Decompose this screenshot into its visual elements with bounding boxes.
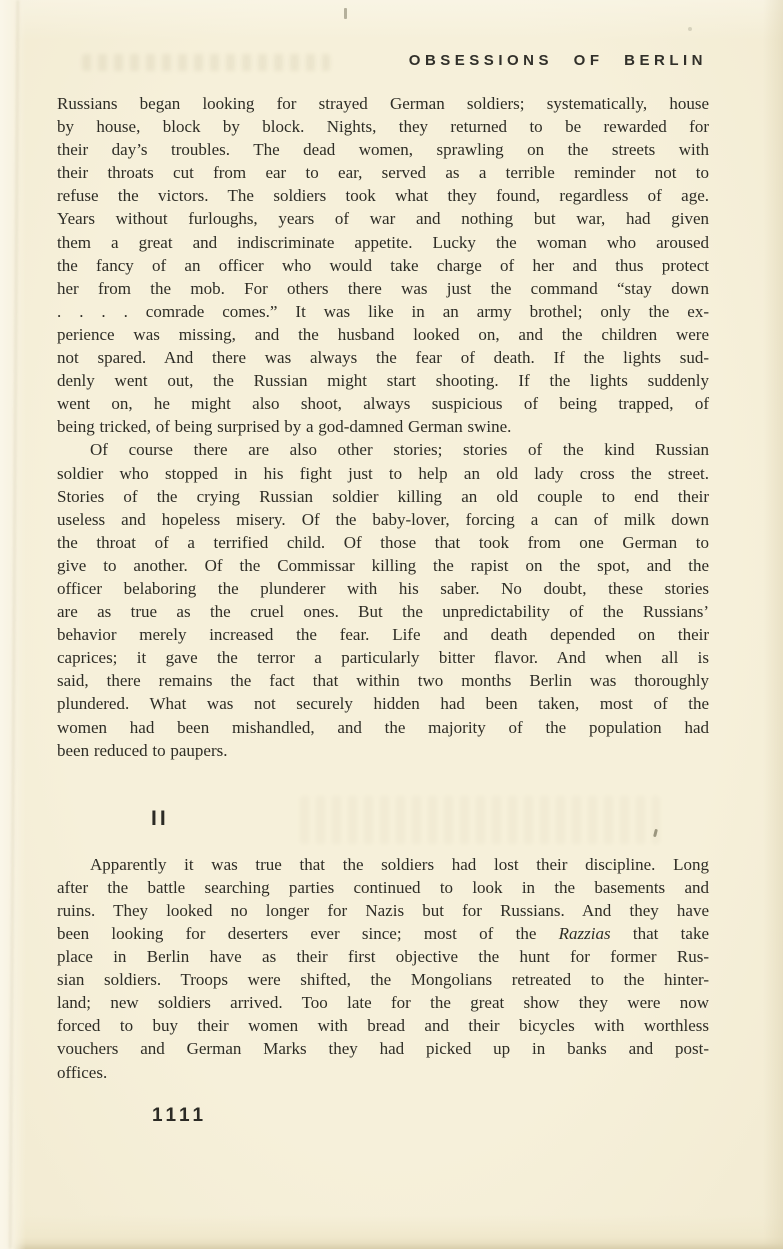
running-header: OBSESSIONS OF BERLIN [408, 52, 707, 69]
text-line: perience was missing, and the husband looked on, and the children were [57, 324, 709, 344]
text-line: denly went out, the Russian might start shooting. If the lights suddenly [57, 371, 709, 391]
text-line: went on, he might also shoot, always suspicious of being trapped, of [57, 394, 709, 414]
text-line: land; new soldiers arrived. Too late for the great show they were now [57, 993, 709, 1013]
text-line: Apparently it was true that the soldiers had lost their discipline. Long [90, 854, 709, 874]
section-heading: II [151, 806, 169, 830]
text-line: Russians began looking for strayed German soldiers; systematically, house [57, 94, 709, 113]
page-crease [8, 0, 20, 1249]
text-line: plundered. What was not securely hidden had been taken, most of the [57, 694, 709, 714]
text-line: officer belaboring the plunderer with his saber. No doubt, these stories [57, 578, 709, 598]
text-line: are as true as the cruel ones. But the unpredictability of the Russians’ [57, 602, 709, 622]
text-line: sian soldiers. Troops were shifted, the Mongolians retreated to the hinter- [57, 970, 709, 990]
section-one [57, 92, 709, 762]
page-body [57, 92, 709, 1127]
text-line: the throat of a terrified child. Of those that took from one German to [57, 532, 709, 552]
text-line: women had been mishandled, and the majority of the population had [57, 717, 709, 737]
text-line: Of course there are also other stories; stories of the kind Russian [90, 440, 709, 460]
text-line: said, there remains the fact that within two months Berlin was thoroughly [57, 671, 709, 691]
text-line: Years without furloughs, years of war and nothing but war, had given [57, 209, 709, 229]
text-line: place in Berlin have as their first objective the hunt for former Rus- [57, 947, 709, 967]
paragraph [57, 438, 709, 761]
text-line: by house, block by block. Nights, they returned to be rewarded for [57, 117, 709, 137]
text-line: been reduced to paupers. [57, 740, 228, 760]
scan-speck [688, 27, 692, 31]
text-line: . . . . comrade comes.” It was like in an army brothel; only the ex- [57, 301, 709, 321]
text-line: useless and hopeless misery. Of the baby-lover, forcing a can of milk down [57, 509, 709, 529]
text-line: refuse the victors. The soldiers took what they found, regardless of age. [57, 186, 709, 206]
scan-speck [344, 8, 347, 19]
ink-bleed-ghost [82, 54, 330, 71]
text-line: been looking for deserters ever since; most of the Razzias that take [57, 924, 710, 943]
text-line: give to another. Of the Commissar killing the rapist on the spot, and the [57, 555, 709, 575]
section-two [57, 853, 709, 1084]
paragraph [57, 92, 709, 438]
text-line: them a great and indiscriminate appetite. Lucky the woman who aroused [57, 232, 709, 252]
text-line: after the battle searching parties continued to look in the basements and [57, 877, 709, 897]
text-line: the fancy of an officer who would take charge of her and thus protect [57, 255, 709, 275]
text-line: their throats cut from ear to ear, served as a terrible reminder not to [57, 163, 709, 183]
text-line: behavior merely increased the fear. Life and death depended on their [57, 625, 709, 645]
text-line: forced to buy their women with bread and their bicycles with worthless [57, 1016, 709, 1036]
text-line: their day’s troubles. The dead women, sprawling on the streets with [57, 140, 709, 160]
text-line: ruins. They looked no longer for Nazis but for Russians. And they have [57, 900, 709, 920]
text-line: soldier who stopped in his fight just to help an old lady cross the street. [57, 463, 709, 483]
text-line: being tricked, of being surprised by a god-damned German swine. [57, 417, 512, 437]
text-line: Stories of the crying Russian soldier killing an old couple to end their [57, 486, 709, 506]
paragraph [57, 853, 709, 1084]
text-line: vouchers and German Marks they had picked up in banks and post- [57, 1039, 709, 1059]
text-line: offices. [57, 1062, 108, 1082]
text-line: her from the mob. For others there was just the command “stay down [57, 278, 709, 298]
page-number: 1111 [152, 1104, 208, 1126]
text-line: not spared. And there was always the fear of death. If the lights sud- [57, 348, 709, 368]
text-line: caprices; it gave the terror a particularly bitter flavor. And when all is [57, 648, 709, 668]
